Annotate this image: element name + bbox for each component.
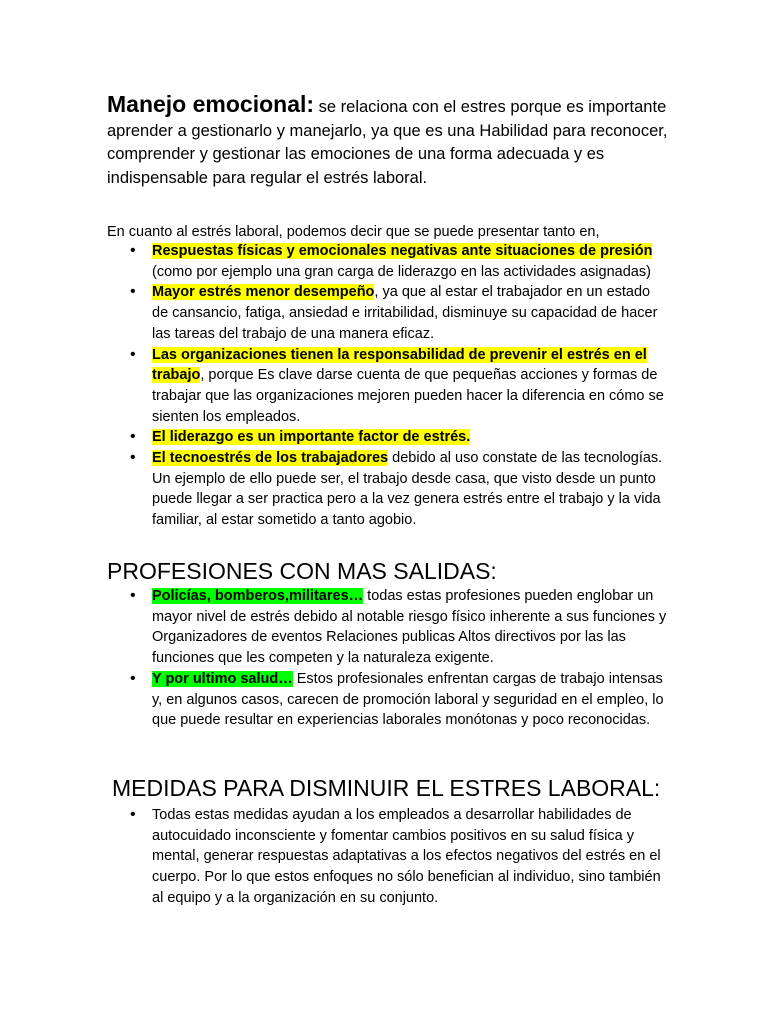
item-text: debido al uso constate de las tecnologías. Un ejemplo de ello puede ser, el trabajo desde casa, que visto desde un punto puede llegar a ser practica pero a la vez genera estrés entre el trabajo y la vida familiar, al estar sometido a tanto agobio. bbox=[152, 450, 663, 529]
highlighted-phrase: El liderazgo es un importante factor de estrés. bbox=[152, 429, 471, 446]
list-item bbox=[130, 345, 670, 428]
item-text: Estos profesionales enfrentan cargas de trabajo intensas y, en algunos casos, carecen de promoción laboral y seguridad en el empleo, lo que puede resultar en experiencias laborales monótonas y poco reconocidas. bbox=[152, 670, 664, 729]
list-item bbox=[130, 805, 670, 909]
item-text: , ya que al estar el trabajador en un estado de cansancio, fatiga, ansiedad e irritabilidad, disminuye su capacidad de hacer las tareas del trabajo de una manera eficaz. bbox=[152, 284, 658, 342]
item-text: , porque Es clave darse cuenta de que pequeñas acciones y formas de trabajar que las organizaciones mejoren pueden hacer la diferencia en cómo se sienten los empleados. bbox=[152, 367, 664, 425]
highlighted-phrase: El tecnoestrés de los trabajadores bbox=[152, 450, 389, 467]
list-item bbox=[130, 586, 670, 669]
stress-paragraph: En cuanto al estrés laboral, podemos decir que se puede presentar tanto en, bbox=[107, 224, 600, 240]
stress-list bbox=[130, 241, 670, 531]
profesiones-list bbox=[130, 586, 670, 731]
highlighted-phrase: Mayor estrés menor desempeño bbox=[152, 284, 375, 301]
intro-lead-heading: Manejo emocional: bbox=[107, 91, 315, 117]
medidas-list bbox=[130, 805, 670, 909]
highlighted-phrase: Respuestas físicas y emocionales negativas ante situaciones de presión bbox=[152, 243, 653, 259]
list-item bbox=[130, 241, 670, 282]
list-item bbox=[130, 282, 670, 344]
highlighted-phrase: Y por ultimo salud… bbox=[152, 670, 293, 687]
list-item bbox=[130, 448, 670, 531]
item-text: Todas estas medidas ayudan a los empleados a desarrollar habilidades de autocuidado inconsciente y fomentar cambios positivos en su salud física y mental, generar respuestas adaptativas a los efectos negativos del estrés en el cuerpo. Por lo que estos enfoques no sólo benefician al individuo, sino también al equipo y a la organización en su conjunto. bbox=[152, 807, 661, 906]
highlighted-phrase: Policías, bomberos,militares… bbox=[152, 588, 364, 604]
item-text: todas estas profesiones pueden englobar un mayor nivel de estrés debido al notable riesgo físico inherente a sus funciones y Organizadores de eventos Relaciones publicas Altos directivos por las las funciones que les competen y la naturaleza exigente. bbox=[152, 588, 667, 667]
list-item bbox=[130, 669, 670, 731]
item-text: (como por ejemplo una gran carga de liderazgo en las actividades asignadas) bbox=[152, 263, 651, 280]
intro-paragraph bbox=[107, 93, 677, 190]
highlighted-phrase: Las organizaciones tienen la responsabilidad de prevenir el estrés en el trabajo bbox=[152, 346, 647, 384]
list-item bbox=[130, 427, 670, 448]
profesiones-heading: PROFESIONES CON MAS SALIDAS: bbox=[107, 558, 497, 584]
intro-text: se relaciona con el estres porque es importante aprender a gestionarlo y manejarlo, ya que es una Habilidad para reconocer, comprender y gestionar las emociones de una forma adecuada y es indispensable para regular el estrés laboral. bbox=[107, 98, 668, 187]
medidas-heading: MEDIDAS PARA DISMINUIR EL ESTRES LABORAL: bbox=[112, 775, 661, 801]
